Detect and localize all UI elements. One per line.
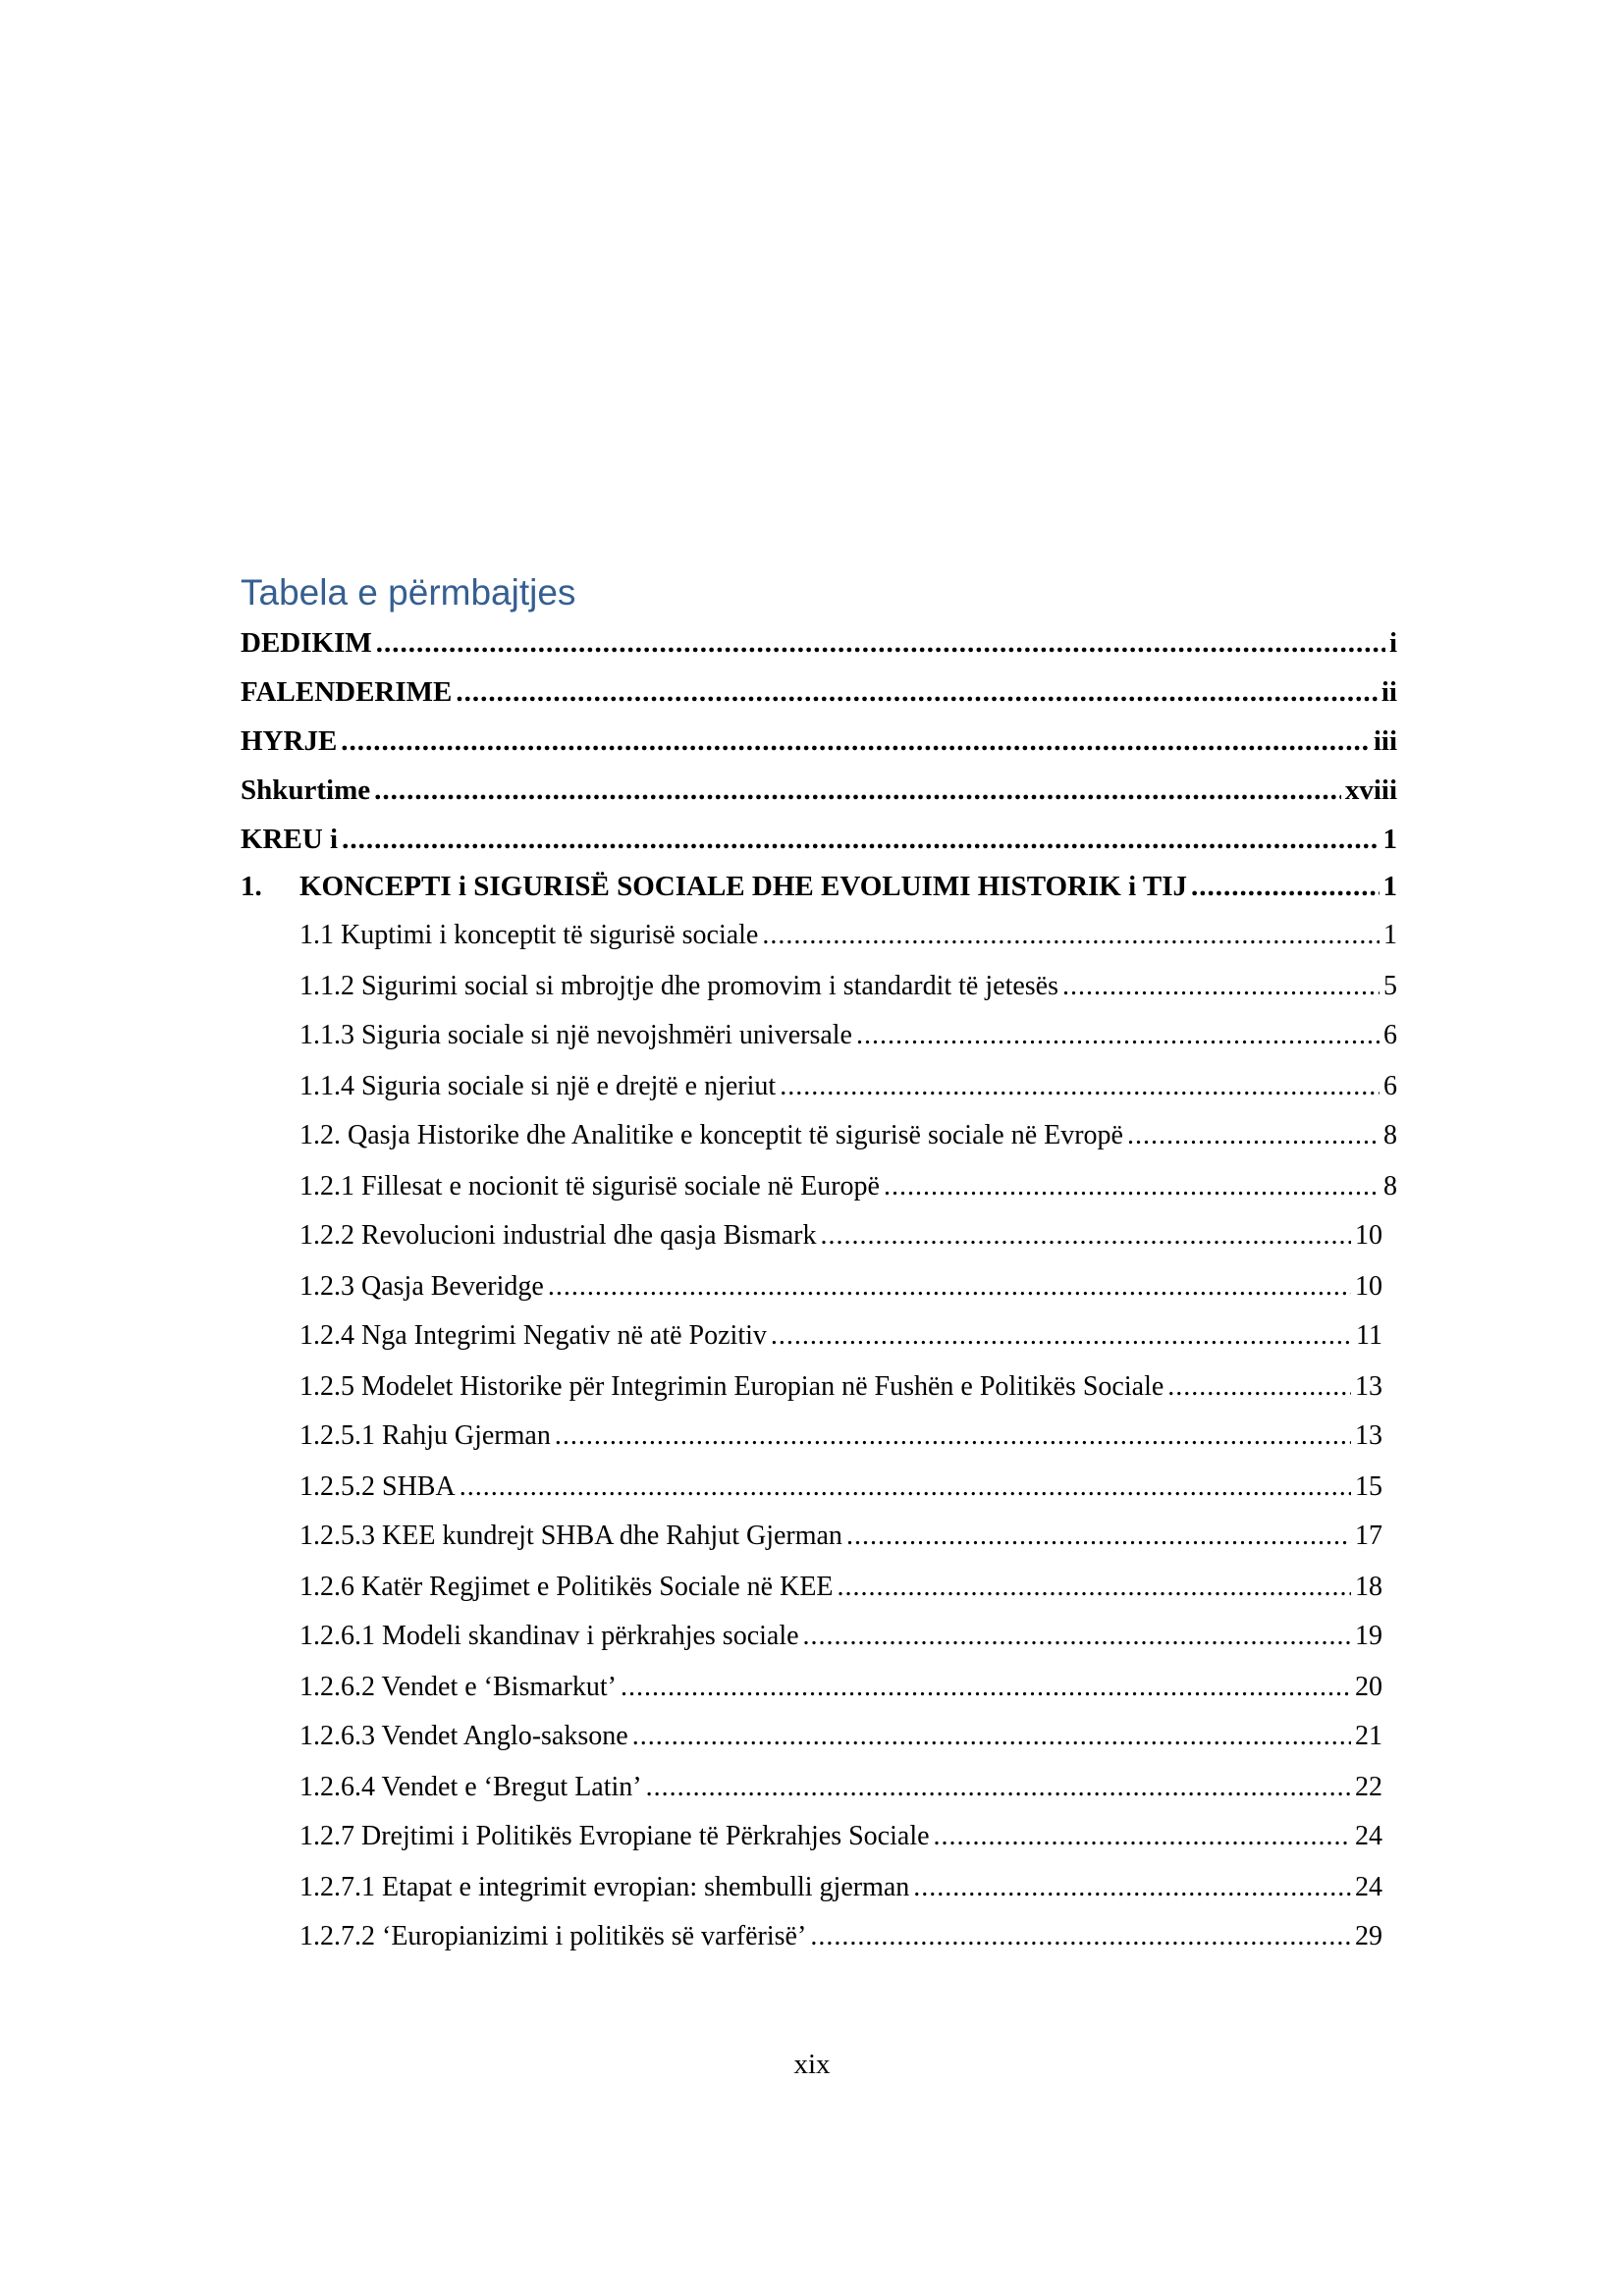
dot-leader [376,623,1385,663]
toc-entry[interactable] [299,967,1397,1006]
dot-leader [780,1067,1380,1106]
toc-entry-label: 1.2.5 Modelet Historike për Integrimin Europian në Fushën e Politikës Sociale [299,1371,1164,1402]
dot-leader [646,1768,1351,1807]
toc-entry[interactable] [299,1216,1382,1255]
toc-entry[interactable] [299,1316,1382,1356]
toc-entry-page: 22 [1355,1772,1382,1802]
dot-leader [456,672,1378,712]
toc-entry-label: 1.2.6.3 Vendet Anglo-saksone [299,1721,628,1751]
toc-entry[interactable] [299,916,1397,955]
toc-entry[interactable] [241,771,1397,810]
dot-leader [820,1216,1351,1255]
toc-entry-label: 1.2.6 Katër Regjimet e Politikës Sociale në KEE [299,1572,834,1602]
toc-entry[interactable] [241,721,1397,761]
toc-entry-page: 6 [1383,1020,1397,1050]
dot-leader [621,1668,1351,1707]
toc-entry-label: 1.2.6.4 Vendet e ‘Bregut Latin’ [299,1772,642,1802]
toc-entry-page: 19 [1355,1621,1382,1651]
toc-entry-page: xviii [1344,774,1397,806]
toc-entry[interactable] [299,1367,1382,1407]
toc-entry[interactable] [241,623,1397,663]
dot-leader [803,1617,1351,1656]
toc-entry-page: 6 [1383,1071,1397,1101]
toc-entry-label: 1.2. Qasja Historike dhe Analitike e konceptit të sigurisë sociale në Evropë [299,1120,1123,1150]
toc-entry[interactable] [299,1717,1382,1756]
toc-entry[interactable] [299,1568,1382,1607]
dot-leader [810,1917,1351,1956]
dot-leader [374,771,1341,810]
toc-entry-page: 24 [1355,1821,1382,1851]
toc-entry-page: 5 [1383,971,1397,1001]
toc-entry-label: 1.2.6.1 Modeli skandinav i përkrahjes sociale [299,1621,799,1651]
toc-entry-label: DEDIKIM [241,627,372,659]
toc-entry[interactable] [299,1116,1397,1155]
toc-entry-label: HYRJE [241,725,338,757]
toc-entry[interactable] [299,1917,1382,1956]
toc-entry-page: 29 [1355,1921,1382,1951]
toc-entry-page: 11 [1356,1320,1382,1351]
toc-entry-label: 1.2.6.2 Vendet e ‘Bismarkut’ [299,1672,617,1702]
toc-entry[interactable] [299,1868,1382,1907]
toc-entry-label: 1.2.2 Revolucioni industrial dhe qasja Bismark [299,1220,817,1251]
toc-entry-page: 24 [1355,1872,1382,1902]
toc-entry-page: iii [1373,725,1397,757]
toc-entry-label: Shkurtime [241,774,371,806]
toc-entry-page: 1 [1382,824,1397,855]
dot-leader [1062,967,1380,1006]
dot-leader [913,1868,1351,1907]
toc-entry-page: ii [1380,676,1397,708]
dot-leader [1127,1116,1380,1155]
dot-leader [934,1817,1351,1856]
toc-entry-label: 1.2.5.3 KEE kundrejt SHBA dhe Rahjut Gjerman [299,1521,842,1551]
toc-entry-page: 8 [1383,1120,1397,1150]
toc-entry-label: 1.2.7 Drejtimi i Politikës Evropiane të Përkrahjes Sociale [299,1821,930,1851]
toc-entry[interactable] [299,1617,1382,1656]
toc-entry-label: 1.2.5.2 SHBA [299,1471,456,1502]
toc-entry[interactable] [299,1267,1382,1307]
toc-entry-page: i [1388,627,1397,659]
toc-entry-page: 20 [1355,1672,1382,1702]
toc-entry[interactable] [299,1768,1382,1807]
toc-entry-page: 8 [1383,1171,1397,1201]
dot-leader [342,820,1379,859]
dot-leader [341,721,1370,761]
toc-entry-page: 10 [1355,1220,1382,1251]
toc-entry-label: 1.2.7.2 ‘Europianizimi i politikës së varfërisë’ [299,1921,807,1951]
dot-leader [838,1568,1351,1607]
dot-leader [555,1416,1351,1456]
toc-entry-label: 1.2.3 Qasja Beveridge [299,1271,544,1302]
toc-entry[interactable] [299,1416,1382,1456]
dot-leader [632,1717,1351,1756]
dot-leader [771,1316,1352,1356]
toc-entry-label: FALENDERIME [241,676,453,708]
toc-entry-page: 17 [1355,1521,1382,1551]
dot-leader [762,916,1380,955]
toc-entry-page: 15 [1355,1471,1382,1502]
toc-entry[interactable] [299,1517,1382,1556]
toc-entry-label: 1.1.3 Siguria sociale si një nevojshmëri universale [299,1020,852,1050]
footer-page-number: xix [793,2049,831,2080]
toc-entry[interactable] [299,1468,1382,1507]
toc-entry-page: 21 [1355,1721,1382,1751]
toc-entry[interactable] [299,1817,1382,1856]
toc-entry[interactable] [241,820,1397,859]
toc-entry[interactable] [299,1668,1382,1707]
toc-entry[interactable] [299,1016,1397,1055]
dot-leader [884,1167,1380,1206]
toc-entry-label: 1.2.4 Nga Integrimi Negativ në atë Pozitiv [299,1320,767,1351]
toc-entry-label: 1.1.4 Siguria sociale si një e drejtë e njeriut [299,1071,777,1101]
toc-entry[interactable] [241,867,1397,906]
toc-entry-label: 1.1 Kuptimi i konceptit të sigurisë sociale [299,920,759,950]
toc-entry-page: 1 [1382,871,1397,902]
dot-leader [846,1517,1351,1556]
toc-entry-page: 1 [1383,920,1397,950]
toc-title: Tabela e përmbajtjes [241,572,576,613]
toc-entry-number: 1. [241,871,262,902]
toc-entry-label: KONCEPTI i SIGURISË SOCIALE DHE EVOLUIMI HISTORIK i TIJ [299,871,1188,902]
toc-entry-page: 10 [1355,1271,1382,1302]
dot-leader [460,1468,1351,1507]
toc-entry-label: 1.2.1 Fillesat e nocionit të sigurisë sociale në Europë [299,1171,880,1201]
dot-leader [1167,1367,1351,1407]
toc-entry[interactable] [299,1167,1397,1206]
dot-leader [548,1267,1351,1307]
toc-entry-page: 13 [1355,1420,1382,1451]
toc-entry-page: 13 [1355,1371,1382,1402]
toc-entry[interactable] [241,672,1397,712]
toc-entry-label: 1.2.7.1 Etapat e integrimit evropian: shembulli gjerman [299,1872,910,1902]
toc-entry-page: 18 [1355,1572,1382,1602]
toc-entry-label: KREU i [241,824,339,855]
dot-leader [1191,867,1379,906]
toc-entry-label: 1.1.2 Sigurimi social si mbrojtje dhe promovim i standardit të jetesës [299,971,1058,1001]
toc-entry-label: 1.2.5.1 Rahju Gjerman [299,1420,551,1451]
toc-entry[interactable] [299,1067,1397,1106]
dot-leader [856,1016,1380,1055]
